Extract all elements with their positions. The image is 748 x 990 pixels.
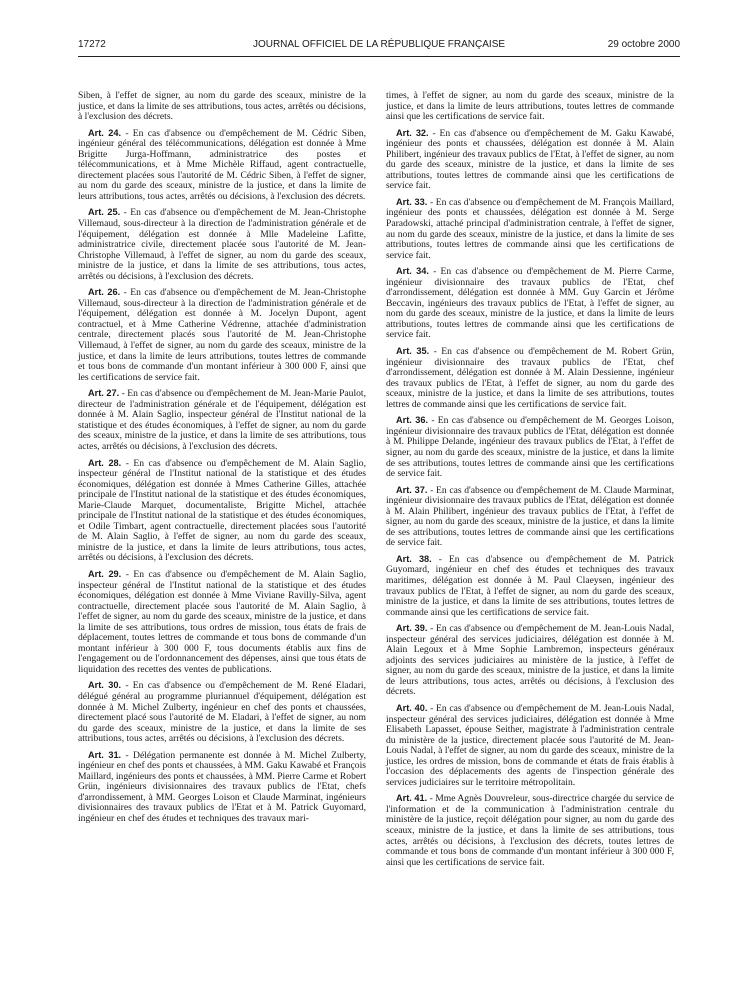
article-text: - En cas d'absence ou d'empêchement de M. Pierre Carme, ingénieur divisionnaire des travaux publics de l'Etat, chef d'arrondissement, délégation est donnée à MM. Guy Garcin et Jérôme Beccavin, ingénieurs des travaux publics de l'Etat, à l'effet de signer, au nom du garde des sceaux, ministre de la justice, et dans la limite de leurs attributions, toutes lettres de commande ainsi que les certifications de service fait. <box>386 266 674 341</box>
journal-title: JOURNAL OFFICIEL DE LA RÉPUBLIQUE FRANÇAISE <box>252 39 506 50</box>
article-label: Art. 40. <box>396 702 428 713</box>
left-column <box>78 91 366 830</box>
article-text: - En cas d'absence ou d'empêchement de M. Alain Saglio, inspecteur général de l'Institut national de la statistique et des études économiques, délégation est donnée à Mmes Catherine Gilles, attachée principale de l'Institut national de la statistique et des études économiques, Marie-Claude Marquet, documentaliste, Brigitte Michel, attachée principale de l'Institut national de la statistique et des études économiques, et Odile Timbart, agent contractuelle, directement placées sous l'autorité de M. Alain Saglio, à l'effet de signer, au nom du garde des sceaux, ministre de la justice, et dans la limite de leurs attributions, tous actes, arrêtés ou décisions, à l'exclusion des décrets. <box>78 457 366 564</box>
article-35 <box>386 346 674 410</box>
article-28 <box>78 458 366 564</box>
article-text: - En cas d'absence ou d'empêchement de M. Patrick Guyomard, ingénieur en chef des études et techniques des travaux maritimes, délégation est donnée à M. Paul Claeysen, ingénieur des travaux publics de l'Etat, à l'effet de signer, au nom du garde des sceaux, ministre de la justice, et dans la limite de ses attributions, toutes lettres de commande ainsi que les certifications de service fait. <box>386 553 674 618</box>
article-31 <box>78 750 366 825</box>
article-label: Art. 26. <box>88 287 121 298</box>
article-text: - En cas d'absence ou d'empêchement de M. Gaku Kawabé, ingénieur des ponts et chaussées, délégation est donnée à M. Alain Philibert, ingénieur des travaux publics de l'Etat, à l'effet de signer, au nom du garde des sceaux, ministre de la justice, et dans la limite de ses attributions, toutes lettres de commande ainsi que les certifications de service fait. <box>386 127 674 192</box>
article-label: Art. 30. <box>88 680 122 691</box>
article-41 <box>386 793 674 868</box>
continued-paragraph: Siben, à l'effet de signer, au nom du garde des sceaux, ministre de la justice, et dans la limite de ses attributions, tous actes, arrêtés ou décisions, à l'exclusion des décrets. <box>78 90 366 123</box>
article-label: Art. 25. <box>88 207 121 218</box>
article-label: Art. 36. <box>396 415 429 426</box>
article-25 <box>78 207 366 282</box>
article-text: - En cas d'absence ou d'empêchement de M. Jean-Christophe Villemaud, sous-directeur à la direction de l'administration générale et de l'équipement, délégation est donnée à Mlle Madeleine Lafitte, administratrice civile, directement placée sous l'autorité de M. Jean-Christophe Villemaud, à l'effet de signer, au nom du garde des sceaux, ministre de la justice, et dans la limite de ses attributions, tous actes, arrêtés ou décisions, à l'exclusion des décrets. <box>78 207 366 282</box>
right-column <box>386 91 674 873</box>
article-label: Art. 41. <box>396 793 428 804</box>
article-39 <box>386 623 674 698</box>
article-text: - En cas d'absence ou d'empêchement de M. François Maillard, ingénieur des ponts et chaussées, délégation est donnée à M. Serge Paradowski, attaché principal d'administration centrale, à l'effet de signer, au nom du garde des sceaux, ministre de la justice, et dans la limite de ses attributions, toutes lettres de commande ainsi que les certifications de service fait. <box>386 196 675 261</box>
article-34 <box>386 266 674 341</box>
article-37 <box>386 485 674 549</box>
article-text: - En cas d'absence ou d'empêchement de M. Alain Saglio, inspecteur général de l'Institut national de la statistique et des études économiques, délégation est donnée à Mme Viviane Ravilly-Silva, agent contractuelle, directement placée sous l'autorité de M. Alain Saglio, à l'effet de signer, au nom du garde des sceaux, ministre de la justice, et dans la limite de ses attributions, tous ordres de mission, tous états de frais de déplacement, toutes lettres de commande et tous bons de commande d'un montant inférieur à 300 000 F, tous documents établis aux fins de l'engagement ou de l'ordonnancement des dépenses, ainsi que tous états de liquidation des recettes des ventes de publications. <box>78 568 366 675</box>
publication-date: 29 octobre 2000 <box>607 39 680 50</box>
continued-paragraph: times, à l'effet de signer, au nom du garde des sceaux, ministre de la justice, et dans la limite de leurs attributions, toutes lettres de commande ainsi que les certifications de service fait. <box>386 90 674 123</box>
article-label: Art. 31. <box>88 749 122 760</box>
article-32 <box>386 128 674 192</box>
article-27 <box>78 388 366 452</box>
header-rule <box>78 56 680 57</box>
article-40 <box>386 703 674 788</box>
article-text: - En cas d'absence ou d'empêchement de M. Claude Marminat, ingénieur divisionnaire des travaux publics de l'Etat, délégation est donnée à M. Alain Philibert, ingénieur des travaux publics de l'Etat, à l'effet de signer, au nom du garde des sceaux, ministre de la justice, et dans la limite de ses attributions, toutes lettres de commande ainsi que les certifications de service fait. <box>386 484 674 549</box>
article-label: Art. 35. <box>396 346 430 357</box>
article-text: - En cas d'absence ou d'empêchement de M. Jean-Marie Paulot, directeur de l'administration générale et de l'équipement, délégation est donnée à M. Alain Saglio, inspecteur général de l'Institut national de la statistique et des études économiques, à l'effet de signer, au nom du garde des sceaux, ministre de la justice, et dans la limite de ses attributions, tous actes, arrêtés ou décisions, à l'exclusion des décrets. <box>78 388 366 452</box>
page-number: 17272 <box>78 39 106 50</box>
article-text: - En cas d'absence ou d'empêchement de M. Cédric Siben, ingénieur général des télécommunications, délégation est donnée à Mme Brigitte Jurga-Hoffmann, administratrice des postes et télécommunications, et à Mme Michèle Riffaud, agent contractuelle, directement placées sous l'autorité de M. Cédric Siben, à l'effet de signer, au nom du garde des sceaux, ministre de la justice, et dans la limite de leurs attributions, tous actes, arrêtés ou décisions, à l'exclusion des décrets. <box>78 127 366 202</box>
article-label: Art. 39. <box>396 623 428 634</box>
article-text: - En cas d'absence ou d'empêchement de M. René Eladari, délégué général au programme pluriannuel d'équipement, délégation est donnée à M. Michel Zulberty, ingénieur en chef des ponts et chaussées, directement placé sous l'autorité de M. Eladari, à l'effet de signer, au nom du garde des sceaux, ministre de la justice, et dans la limite de ses attributions, tous actes, arrêtés ou décisions, à l'exclusion des décrets. <box>78 680 366 745</box>
article-label: Art. 29. <box>88 568 122 579</box>
article-label: Art. 32. <box>396 127 429 138</box>
article-label: Art. 24. <box>88 127 122 138</box>
article-label: Art. 33. <box>396 196 428 207</box>
article-30 <box>78 680 366 744</box>
article-24 <box>78 128 366 203</box>
article-label: Art. 37. <box>396 484 428 495</box>
article-33 <box>386 197 674 261</box>
article-label: Art. 28. <box>88 457 122 468</box>
article-36 <box>386 415 674 479</box>
article-label: Art. 34. <box>396 266 429 277</box>
article-38 <box>386 554 674 618</box>
article-26 <box>78 287 366 383</box>
article-text: - En cas d'absence ou d'empêchement de M. Georges Loison, ingénieur divisionnaire des travaux publics de l'Etat, délégation est donnée à M. Philippe Delande, ingénieur des travaux publics de l'Etat, à l'effet de signer, au nom du garde des sceaux, ministre de la justice, et dans la limite de ses attributions, toutes lettres de commande ainsi que les certifications de service fait. <box>386 415 674 480</box>
article-text: - En cas d'absence ou d'empêchement de M. Jean-Louis Nadal, inspecteur général des services judiciaires, délégation est donnée à M. Alain Legoux et à Mme Sophie Lambremon, inspecteurs généraux adjoints des services judiciaires au ministère de la justice, à l'effet de signer, au nom du garde des sceaux, ministre de la justice, et dans la limite de leurs attributions, tous actes, arrêtés ou décisions, à l'exclusion des décrets. <box>386 623 674 698</box>
page-header <box>78 38 680 52</box>
article-29 <box>78 569 366 675</box>
article-text: - En cas d'absence ou d'empêchement de M. Robert Grün, ingénieur divisionnaire des travaux publics de l'Etat, chef d'arrondissement, délégation est donnée à M. Alain Dessienne, ingénieur des travaux publics de l'Etat, à l'effet de signer, au nom du garde des sceaux, ministre de la justice, et dans la limite de ses attributions, toutes lettres de commande ainsi que les certifications de service fait. <box>386 346 674 410</box>
article-text: - Mme Agnès Douvreleur, sous-directrice chargée du service de l'information et de la communication à l'administration centrale du ministère de la justice, reçoit délégation pour signer, au nom du garde des sceaux, ministre de la justice, et dans la limite de ses attributions, tous actes, arrêtés ou décisions, à l'exclusion des décrets, toutes lettres de commande et tous bons de commande d'un montant inférieur à 300 000 F, ainsi que les certifications de service fait. <box>386 793 674 868</box>
article-text: - En cas d'absence ou d'empêchement de M. Jean-Christophe Villemaud, sous-directeur à la direction de l'administration générale et de l'équipement, délégation est donnée à M. Jocelyn Dupont, agent contractuel, et à Mme Catherine Védrenne, attachée d'administration centrale, directement placés sous l'autorité de M. Jean-Christophe Villemaud, à l'effet de signer, au nom du garde des sceaux, ministre de la justice, et dans la limite de leurs attributions, toutes lettres de commande et tous bons de commande d'un montant inférieur à 300 000 F, ainsi que les certifications de service fait. <box>78 287 366 383</box>
article-text: - En cas d'absence ou d'empêchement de M. Jean-Louis Nadal, inspecteur général des services judiciaires, délégation est donnée à Mme Elisabeth Lapasset, épouse Seither, magistrate à l'administration centrale du ministère de la justice, directement placée sous l'autorité de M. Jean-Louis Nadal, à l'effet de signer, au nom du garde des sceaux, ministre de la justice, les ordres de mission, bons de commande et états de frais établis à l'occasion des déplacements des agents de l'inspection générale des services judiciaires sur le territoire métropolitain. <box>386 702 674 788</box>
article-label: Art. 38. <box>396 553 432 564</box>
article-text: - Délégation permanente est donnée à M. Michel Zulberty, ingénieur en chef des ponts et chaussées, à MM. Gaku Kawabé et François Maillard, ingénieurs des ponts et chaussées, à MM. Pierre Carme et Robert Grün, ingénieurs divisionnaires des travaux publics de l'Etat, chefs d'arrondissement, à MM. Georges Loison et Claude Marminat, ingénieurs divisionnaires des travaux publics de l'Etat et à M. Patrick Guyomard, ingénieur en chef des études et techniques des travaux mari- <box>78 749 366 824</box>
article-label: Art. 27. <box>88 388 120 399</box>
